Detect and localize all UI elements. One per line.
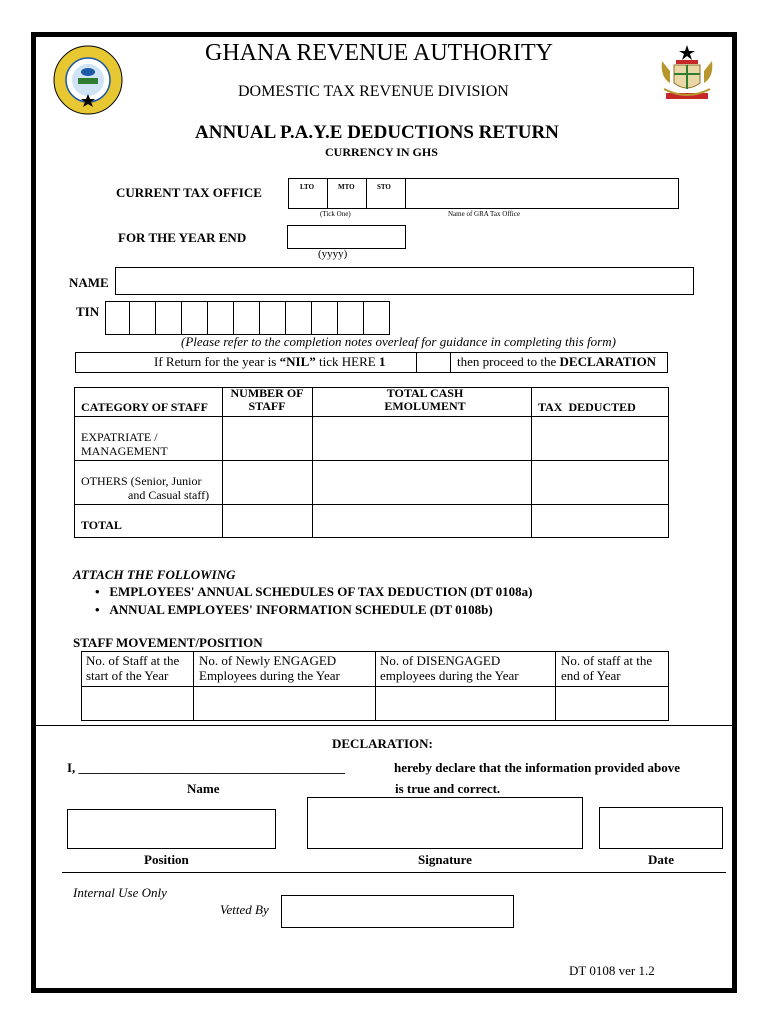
declaration-name-label: Name [187, 781, 220, 796]
section-divider [36, 725, 732, 726]
th-number-of-staff: NUMBER OF STAFF [230, 386, 304, 413]
nil-after-text [457, 354, 656, 370]
row-others-line1: OTHERS (Senior, Junior [81, 474, 202, 488]
signature-label: Signature [418, 852, 472, 867]
declaration-line-end: hereby declare that the information provided above [394, 760, 680, 775]
input-others-emolument[interactable] [313, 461, 530, 503]
tin-label: TIN [76, 304, 100, 319]
vetted-by-label: Vetted By [220, 902, 269, 917]
bullet-icon: • [95, 584, 100, 599]
th-total-cash: TOTAL CASH EMOLUMENT [384, 386, 466, 413]
year-end-field[interactable] [287, 225, 406, 249]
office-name-hint: Name of GRA Tax Office [448, 210, 520, 218]
input-total-number[interactable] [223, 505, 311, 537]
nil-number: 1 [378, 354, 386, 369]
mh-end [561, 653, 652, 683]
input-expat-emolument[interactable] [313, 417, 530, 459]
mh-disengaged-line1: No. of DISENGAGED [380, 653, 501, 668]
mh-engaged [199, 653, 340, 683]
row-expatriate-label [81, 430, 168, 458]
tax-office-label: CURRENT TAX OFFICE [116, 185, 262, 200]
division-title: DOMESTIC TAX REVENUE DIVISION [238, 83, 509, 100]
mh-engaged-line2: Employees during the Year [199, 668, 340, 683]
date-label: Date [648, 852, 674, 867]
input-others-tax[interactable] [532, 461, 668, 503]
signature-field[interactable] [307, 797, 583, 849]
internal-use-label: Internal Use Only [73, 885, 167, 900]
nil-text-before: If Return for the year is [154, 354, 277, 369]
input-staff-engaged[interactable] [194, 687, 374, 720]
nil-word: “NIL” [279, 354, 316, 369]
declaration-title: DECLARATION: [332, 736, 433, 751]
mh-start-line2: start of the Year [86, 668, 169, 683]
input-staff-end[interactable] [556, 687, 668, 720]
row-total-label: TOTAL [81, 518, 122, 532]
nil-after: then proceed to the [457, 354, 557, 369]
input-total-tax[interactable] [532, 505, 668, 537]
input-total-emolument[interactable] [313, 505, 530, 537]
mh-disengaged-line2: employees during the Year [380, 668, 519, 683]
vetted-by-field[interactable] [281, 895, 514, 928]
attach-heading: ATTACH THE FOLLOWING [73, 567, 236, 582]
input-staff-disengaged[interactable] [376, 687, 554, 720]
footer-divider [62, 872, 726, 873]
guidance-note: (Please refer to the completion notes overleaf for guidance in completing this form) [181, 334, 616, 349]
mh-end-line1: No. of staff at the [561, 653, 653, 668]
th-category: CATEGORY OF STAFF [81, 400, 208, 414]
currency-label: CURRENCY IN GHS [325, 145, 438, 159]
input-others-number[interactable] [223, 461, 311, 503]
nil-text [154, 354, 385, 370]
gra-logo [52, 44, 124, 116]
tax-office-lto[interactable]: LTO [300, 183, 315, 191]
attach-item-1 [95, 584, 532, 600]
mh-end-line2: end of Year [561, 668, 621, 683]
authority-title: GHANA REVENUE AUTHORITY [205, 40, 553, 66]
tick-one-hint: (Tick One) [320, 210, 351, 218]
th-tax-deducted: TAX DEDUCTED [538, 400, 636, 414]
mh-start-line1: No. of Staff at the [86, 653, 180, 668]
tin-field[interactable] [105, 301, 390, 335]
year-format-hint: (yyyy) [318, 248, 348, 260]
ghana-coat-of-arms [656, 43, 718, 105]
date-field[interactable] [599, 807, 723, 849]
row-others-label [81, 474, 209, 502]
attach-item-2-text: ANNUAL EMPLOYEES' INFORMATION SCHEDULE (DT 0108b) [109, 602, 493, 617]
tax-office-name-field[interactable] [405, 178, 679, 209]
bullet-icon: • [95, 602, 100, 617]
form-version: DT 0108 ver 1.2 [569, 963, 655, 978]
nil-tick-text: tick HERE [319, 354, 376, 369]
input-expat-tax[interactable] [532, 417, 668, 459]
input-expat-number[interactable] [223, 417, 311, 459]
nil-declaration: DECLARATION [559, 354, 657, 369]
mh-disengaged [380, 653, 519, 683]
tax-office-sto[interactable]: STO [377, 183, 391, 191]
declaration-line-start[interactable]: I, _________________________________________ [67, 760, 346, 775]
movement-heading: STAFF MOVEMENT/POSITION [73, 635, 263, 650]
name-label: NAME [69, 275, 109, 290]
row-expatriate-line2: MANAGEMENT [81, 444, 168, 458]
tax-office-mto[interactable]: MTO [338, 183, 355, 191]
mh-start [86, 653, 179, 683]
year-end-label: FOR THE YEAR END [118, 230, 247, 245]
declaration-line2: is true and correct. [395, 781, 501, 796]
input-staff-start[interactable] [82, 687, 192, 720]
position-field[interactable] [67, 809, 276, 849]
mh-engaged-line1: No. of Newly ENGAGED [199, 653, 337, 668]
form-title: ANNUAL P.A.Y.E DEDUCTIONS RETURN [195, 122, 559, 143]
name-field[interactable] [115, 267, 694, 295]
row-expatriate-line1: EXPATRIATE / [81, 430, 158, 444]
attach-item-2 [95, 602, 493, 618]
position-label: Position [144, 852, 189, 867]
nil-checkbox[interactable] [416, 352, 451, 373]
row-others-line2: and Casual staff) [128, 488, 210, 502]
attach-item-1-text: EMPLOYEES' ANNUAL SCHEDULES OF TAX DEDUCTION (DT 0108a) [109, 584, 533, 599]
